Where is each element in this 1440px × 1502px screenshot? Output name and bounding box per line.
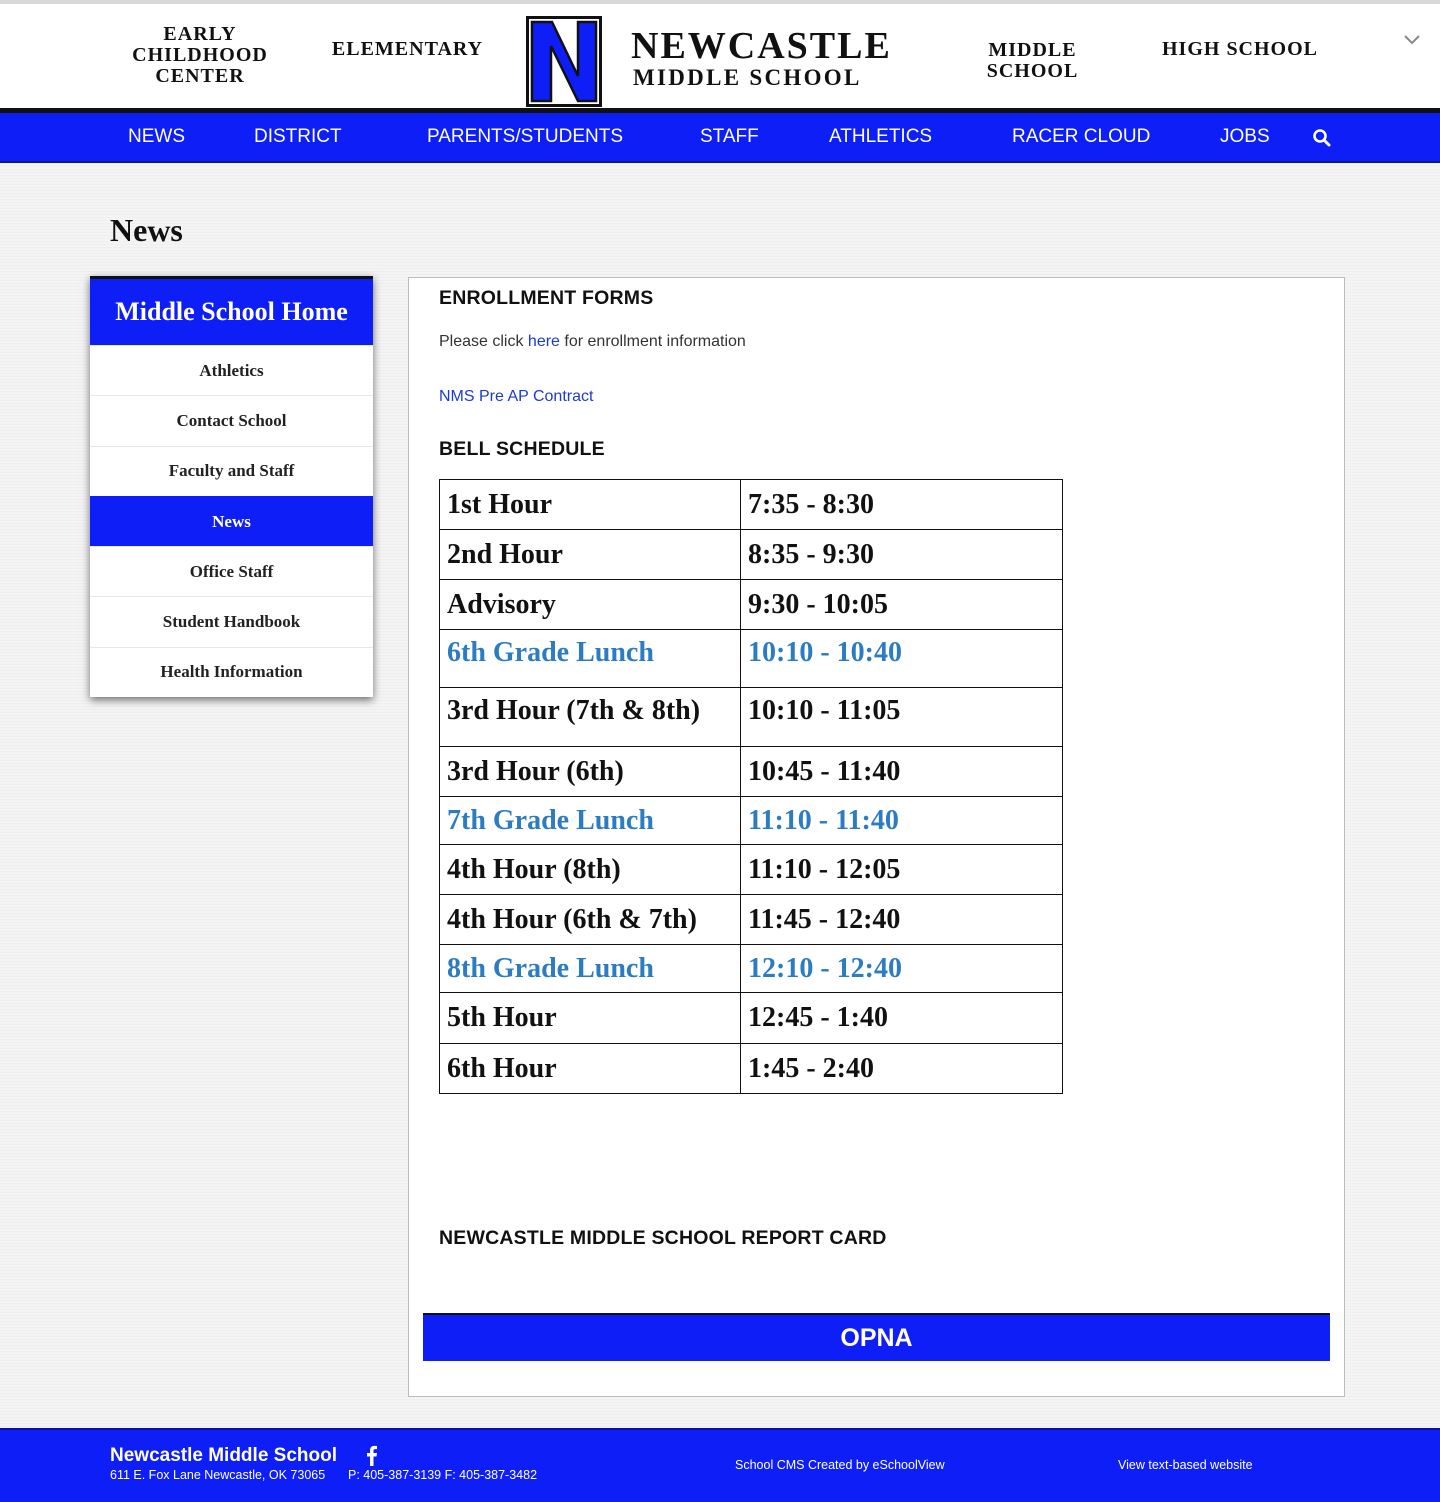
cms-credit-link[interactable]: School CMS Created by eSchoolView (735, 1458, 945, 1472)
time-cell: 10:10 - 10:40 (741, 630, 1063, 688)
time-cell: 11:10 - 11:40 (741, 797, 1063, 845)
time-cell: 1:45 - 2:40 (741, 1044, 1063, 1094)
sidebar-item-news[interactable]: News (90, 496, 373, 546)
elementary-link[interactable]: ELEMENTARY (331, 38, 484, 60)
table-row (440, 993, 1063, 1044)
table-row-lunch (440, 945, 1063, 993)
table-row-lunch (440, 797, 1063, 845)
period-cell: 6th Hour (440, 1044, 741, 1094)
table-row (440, 895, 1063, 945)
period-cell: 4th Hour (6th & 7th) (440, 895, 741, 945)
table-row (440, 688, 1063, 747)
bell-schedule-heading: BELL SCHEDULE (439, 438, 605, 460)
chevron-down-icon[interactable] (1398, 26, 1426, 54)
nav-item-athletics[interactable]: ATHLETICS (829, 126, 933, 147)
period-cell: 6th Grade Lunch (440, 630, 741, 688)
bell-schedule-table (439, 479, 1063, 1094)
time-cell: 10:10 - 11:05 (741, 688, 1063, 747)
time-cell: 12:45 - 1:40 (741, 993, 1063, 1044)
table-row-lunch (440, 630, 1063, 688)
enrollment-here-link[interactable]: here (527, 333, 560, 350)
time-cell: 11:45 - 12:40 (741, 895, 1063, 945)
main-nav (0, 113, 1440, 163)
enrollment-text-before: Please click (439, 333, 528, 350)
nav-item-news[interactable]: NEWS (128, 126, 185, 147)
nav-item-jobs[interactable]: JOBS (1220, 126, 1270, 147)
schools-bar (0, 0, 1440, 113)
nav-item-racer-cloud[interactable]: RACER CLOUD (1012, 126, 1151, 147)
time-cell: 9:30 - 10:05 (741, 580, 1063, 630)
middle-school-link[interactable]: MIDDLE SCHOOL (986, 39, 1079, 82)
table-row (440, 1044, 1063, 1094)
text-based-website-link[interactable]: View text-based website (1118, 1458, 1253, 1472)
period-cell: 8th Grade Lunch (440, 945, 741, 993)
footer (0, 1428, 1440, 1502)
nav-item-parents-students[interactable]: PARENTS/STUDENTS (427, 126, 624, 147)
nav-item-district[interactable]: DISTRICT (254, 126, 342, 147)
report-card-heading: NEWCASTLE MIDDLE SCHOOL REPORT CARD (439, 1227, 887, 1249)
time-cell: 7:35 - 8:30 (741, 480, 1063, 530)
content-panel (408, 277, 1345, 1397)
early-childhood-center-link[interactable]: EARLY CHILDHOOD CENTER (132, 23, 268, 87)
table-row (440, 845, 1063, 895)
enrollment-heading: ENROLLMENT FORMS (439, 287, 654, 309)
time-cell: 11:10 - 12:05 (741, 845, 1063, 895)
sidebar-item-student-handbook[interactable]: Student Handbook (90, 596, 373, 646)
time-cell: 8:35 - 9:30 (741, 530, 1063, 580)
period-cell: 3rd Hour (7th & 8th) (440, 688, 741, 747)
footer-address: 611 E. Fox Lane Newcastle, OK 73065 (110, 1468, 326, 1482)
enrollment-text-after: for enrollment information (559, 333, 746, 350)
search-icon[interactable] (1311, 127, 1333, 149)
period-cell: 3rd Hour (6th) (440, 747, 741, 797)
sidebar-item-office-staff[interactable]: Office Staff (90, 546, 373, 596)
table-row (440, 747, 1063, 797)
sidebar-item-contact-school[interactable]: Contact School (90, 395, 373, 445)
time-cell: 12:10 - 12:40 (741, 945, 1063, 993)
sidebar-item-athletics[interactable]: Athletics (90, 345, 373, 395)
period-cell: 7th Grade Lunch (440, 797, 741, 845)
period-cell: 5th Hour (440, 993, 741, 1044)
enrollment-paragraph (439, 333, 746, 351)
table-row (440, 580, 1063, 630)
pre-ap-contract-link[interactable]: NMS Pre AP Contract (439, 388, 594, 405)
sidebar-heading-link[interactable]: Middle School Home (90, 279, 373, 345)
period-cell: 4th Hour (8th) (440, 845, 741, 895)
logo-subtitle[interactable]: MIDDLE SCHOOL (633, 65, 862, 90)
footer-phone: P: 405-387-3139 F: 405-387-3482 (348, 1468, 538, 1482)
logo-title[interactable]: NEWCASTLE (631, 25, 892, 67)
newcastle-n-logo[interactable] (526, 16, 602, 107)
sidebar-item-health-information[interactable]: Health Information (90, 647, 373, 697)
opna-button[interactable]: OPNA (423, 1313, 1330, 1361)
facebook-icon[interactable] (363, 1444, 379, 1466)
table-row (440, 530, 1063, 580)
period-cell: Advisory (440, 580, 741, 630)
sidebar-item-faculty-and-staff[interactable]: Faculty and Staff (90, 446, 373, 496)
table-row (440, 480, 1063, 530)
period-cell: 1st Hour (440, 480, 741, 530)
sidebar-nav (90, 276, 373, 697)
nav-item-staff[interactable]: STAFF (700, 126, 759, 147)
period-cell: 2nd Hour (440, 530, 741, 580)
high-school-link[interactable]: HIGH SCHOOL (1161, 38, 1319, 60)
page-title: News (110, 212, 183, 248)
footer-school-name: Newcastle Middle School (110, 1445, 337, 1466)
time-cell: 10:45 - 11:40 (741, 747, 1063, 797)
